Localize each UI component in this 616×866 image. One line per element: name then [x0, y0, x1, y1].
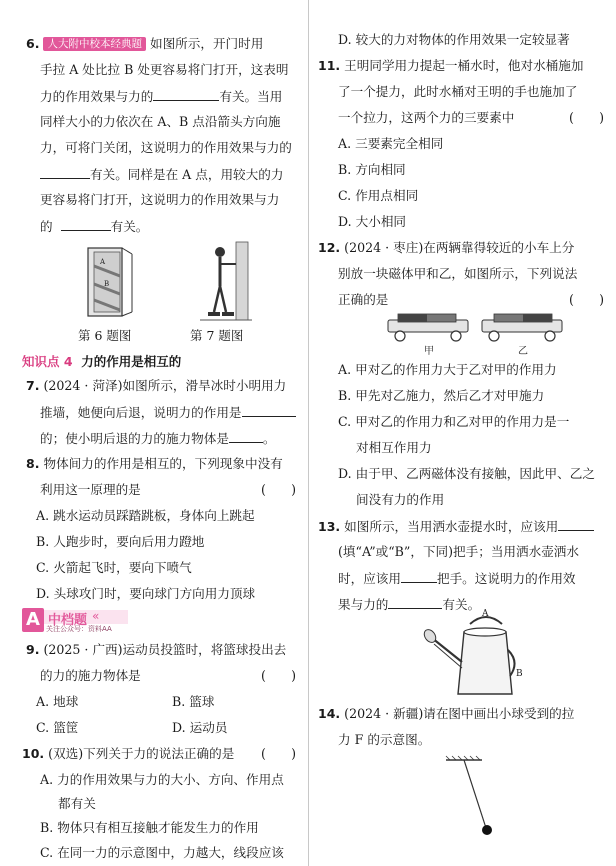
- fig6-caption: 第 6 题图: [78, 328, 132, 343]
- q10-answer-paren[interactable]: ( ): [260, 746, 296, 761]
- knowledge-point-heading: 知识点 4 力的作用是相互的: [22, 354, 182, 369]
- cart-label-jia: 甲: [424, 346, 434, 357]
- q10-line-1: 10. (双选)下列关于力的说法正确的是 ( ): [22, 746, 296, 761]
- fig6-label-b: B: [104, 280, 110, 288]
- q13-line-3: 时，应该用 把手。这说明力的作用效: [338, 571, 576, 586]
- q12-line-3: 正确的是 ( ): [338, 292, 604, 307]
- q6-blank-3[interactable]: [61, 218, 111, 231]
- fig7-skater-figure: [200, 242, 252, 322]
- q6-source-badge: 人大附中校本经典题: [43, 37, 146, 51]
- q9-option-c[interactable]: C. 篮筐: [36, 720, 79, 735]
- q14-line-1: 14. (2024 · 新疆)请在图中画出小球受到的拉: [318, 706, 575, 721]
- q7-blank-2[interactable]: [229, 430, 263, 443]
- q12-option-d[interactable]: D. 由于甲、乙两磁体没有接触，因此甲、乙之: [338, 466, 595, 481]
- q10-option-a[interactable]: A. 力的作用效果与力的大小、方向、作用点: [40, 772, 284, 787]
- q6-line-4: 同样大小的力依次在 A、B 点沿箭头方向施: [40, 114, 281, 129]
- q8-line-1: 8. 物体间力的作用是相互的，下列现象中没有: [26, 456, 283, 471]
- q13-blank-1[interactable]: [558, 518, 594, 531]
- q7-line-2: 推墙，她便向后退，说明力的作用是: [40, 404, 296, 421]
- q11-option-c[interactable]: C. 作用点相同: [338, 188, 419, 203]
- q12-option-b[interactable]: B. 甲先对乙施力，然后乙才对甲施力: [338, 388, 545, 403]
- q7-blank-1[interactable]: [242, 404, 296, 417]
- can-label-b: B: [516, 669, 523, 679]
- q6-blank-1[interactable]: [153, 88, 219, 101]
- q8-line-2: 利用这一原理的是 ( ): [40, 482, 296, 497]
- q6-line-2: 手拉 A 处比拉 B 处更容易将门打开，这表明: [40, 62, 289, 77]
- q11-line-3: 一个拉力，这两个力的三要素中 ( ): [338, 110, 604, 125]
- q11-option-b[interactable]: B. 方向相同: [338, 162, 406, 177]
- cart-label-yi: 乙: [518, 346, 528, 357]
- fig7-caption: 第 7 题图: [190, 328, 244, 343]
- q13-line-4: 果与力的 有关。: [338, 597, 481, 612]
- q13-blank-2[interactable]: [401, 570, 437, 583]
- q9-line-1: 9. (2025 · 广西)运动员投篮时，将篮球投出去: [26, 642, 287, 657]
- q9-option-b[interactable]: B. 篮球: [172, 694, 215, 709]
- q8-answer-paren[interactable]: ( ): [260, 482, 296, 497]
- q9-answer-paren[interactable]: ( ): [260, 668, 296, 683]
- q8-option-a[interactable]: A. 跳水运动员踩踏跳板，身体向上跳起: [36, 508, 255, 523]
- q10-option-c[interactable]: C. 在同一力的示意图中，力越大，线段应该: [40, 845, 284, 860]
- can-label-a: A: [482, 609, 489, 619]
- level-banner-icon: A: [22, 608, 44, 632]
- q6-line-1: 6. 人大附中校本经典题 如图所示，开门时用: [26, 36, 264, 51]
- q12-option-c[interactable]: C. 甲对乙的作用力和乙对甲的作用力是一: [338, 414, 570, 429]
- q10-option-d[interactable]: D. 较大的力对物体的作用效果一定较显著: [338, 32, 570, 47]
- q6-line-3: 力的作用效果与力的 有关。当用: [40, 89, 283, 104]
- q11-option-a[interactable]: A. 三要素完全相同: [338, 136, 444, 151]
- q9-option-a[interactable]: A. 地球: [36, 694, 79, 709]
- q12-option-d-cont: 间没有力的作用: [356, 492, 445, 507]
- q8-option-d[interactable]: D. 头球攻门时，要向球门方向用力顶球: [36, 586, 256, 601]
- fig6-door-figure: [74, 246, 138, 320]
- q9-line-2: 的力的施力物体是 ( ): [40, 668, 296, 683]
- q12-line-2: 别放一块磁体甲和乙，如图所示，下列说法: [338, 266, 578, 281]
- level-banner: A 中档题 « 关注公众号：资料AA: [22, 608, 132, 634]
- q7-line-3: 的；使小明后退的力的施力物体是 。: [40, 431, 276, 446]
- q8-option-c[interactable]: C. 火箭起飞时，要向下喷气: [36, 560, 192, 575]
- q11-answer-paren[interactable]: ( ): [568, 110, 604, 125]
- q10-option-b[interactable]: B. 物体只有相互接触才能发生力的作用: [40, 820, 259, 835]
- q12-option-a[interactable]: A. 甲对乙的作用力大于乙对甲的作用力: [338, 362, 557, 377]
- q13-line-2: (填“A”或“B”，下同)把手；当用洒水壶洒水: [338, 544, 579, 559]
- q12-line-1: 12. (2024 · 枣庄)在两辆靠得较近的小车上分: [318, 240, 575, 255]
- q10-option-a-cont: 都有关: [58, 796, 96, 811]
- q6-line-8: 的 有关。: [40, 219, 149, 234]
- q11-option-d[interactable]: D. 大小相同: [338, 214, 407, 229]
- q12-magnet-carts-figure: [382, 310, 568, 358]
- q11-line-1: 11. 王明同学用力提起一桶水时，他对水桶施加: [318, 58, 584, 73]
- q12-answer-paren[interactable]: ( ): [568, 292, 604, 307]
- fig6-label-a: A: [100, 258, 106, 266]
- q11-line-2: 了一个提力，此时水桶对王明的手也施加了: [338, 84, 578, 99]
- q14-pendulum-figure: [442, 756, 502, 838]
- q14-line-2: 力 F 的示意图。: [338, 732, 431, 747]
- q9-option-d[interactable]: D. 运动员: [172, 720, 228, 735]
- q6-blank-2[interactable]: [40, 166, 90, 179]
- column-divider: [308, 0, 309, 866]
- q7-line-1: 7. (2024 · 菏泽)如图所示，滑旱冰时小明用力: [26, 378, 287, 393]
- q8-option-b[interactable]: B. 人跑步时，要向后用力蹬地: [36, 534, 205, 549]
- q13-watering-can-figure: [420, 606, 530, 698]
- q13-line-1: 13. 如图所示，当用洒水壶提水时，应该用: [318, 518, 594, 535]
- q6-line-7: 更容易将门打开，这说明力的作用效果与力: [40, 192, 280, 207]
- q6-line-5: 力，可将门关闭，这说明力的作用效果与力的: [40, 140, 292, 155]
- q12-option-c-cont: 对相互作用力: [356, 440, 432, 455]
- q6-line-6: 有关。同样是在 A 点，用较大的力: [40, 166, 283, 183]
